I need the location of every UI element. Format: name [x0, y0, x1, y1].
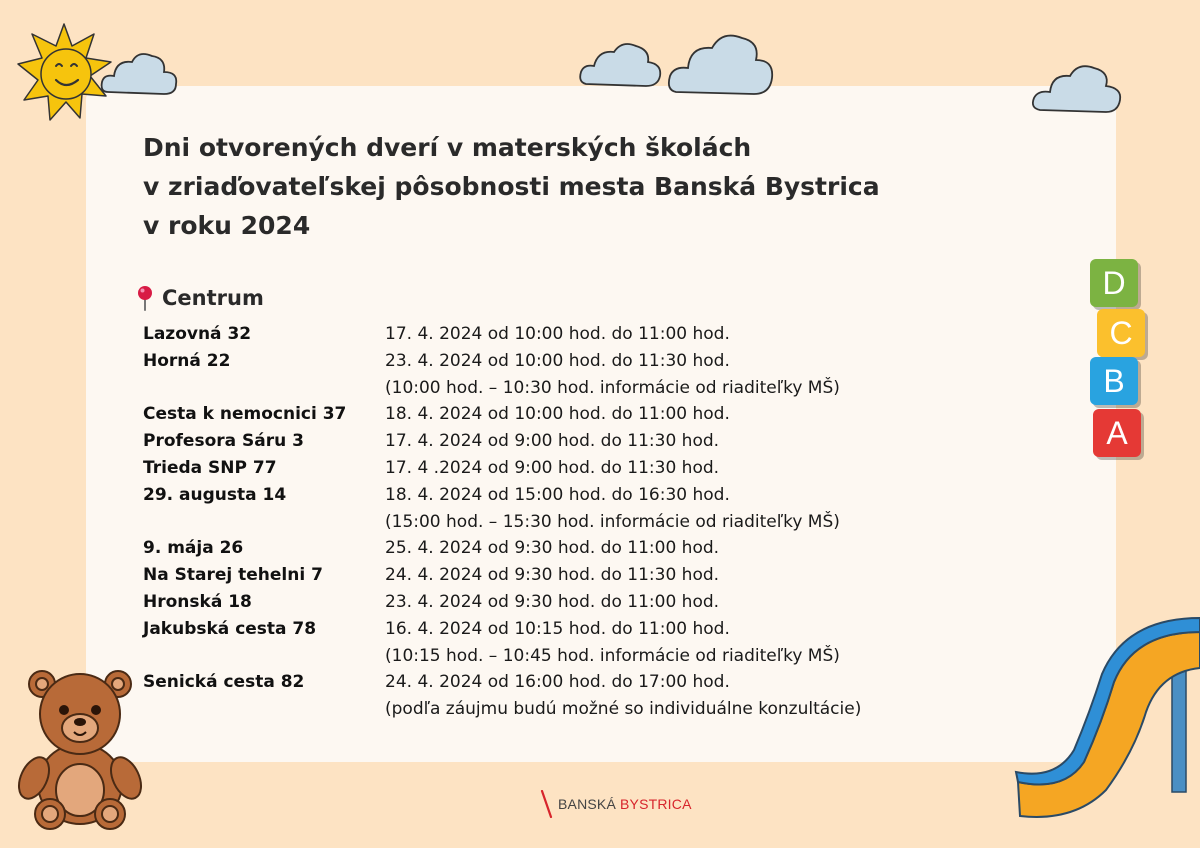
kindergarten-address: Profesora Sáru 3 [143, 431, 304, 452]
open-day-time: 25. 4. 2024 od 9:30 hod. do 11:00 hod. [385, 538, 720, 559]
kindergarten-address: 29. augusta 14 [143, 484, 287, 505]
pin-icon [134, 285, 156, 311]
open-day-time: 16. 4. 2024 od 10:15 hod. do 11:00 hod. [385, 618, 730, 639]
schedule-row [143, 482, 943, 536]
open-day-details [385, 482, 840, 536]
open-day-details [385, 321, 730, 348]
open-day-note: (10:00 hod. – 10:30 hod. informácie od riaditeľky MŠ) [385, 377, 840, 398]
open-day-time: 17. 4. 2024 od 9:00 hod. do 11:30 hod. [385, 431, 720, 452]
schedule-row [143, 669, 943, 723]
section-heading [134, 283, 264, 313]
open-day-details [385, 616, 840, 670]
open-day-details [385, 535, 719, 562]
logo-text-banska: BANSKÁ [558, 796, 616, 812]
open-day-note: (15:00 hod. – 15:30 hod. informácie od riaditeľky MŠ) [385, 511, 840, 532]
page-title [143, 128, 880, 245]
kindergarten-address: Horná 22 [143, 350, 231, 371]
kindergarten-address: Senická cesta 82 [143, 672, 305, 693]
schedule-row [143, 589, 943, 616]
open-day-time: 24. 4. 2024 od 9:30 hod. do 11:30 hod. [385, 565, 720, 586]
open-day-details [385, 428, 719, 455]
logo-text-bystrica: BYSTRICA [620, 796, 692, 812]
kindergarten-address: 9. mája 26 [143, 538, 244, 559]
letter-block-d: D [1090, 259, 1138, 307]
open-day-time: 23. 4. 2024 od 9:30 hod. do 11:00 hod. [385, 591, 720, 612]
open-day-note: (podľa záujmu budú možné so individuálne konzultácie) [385, 699, 862, 720]
schedule-row [143, 428, 943, 455]
letter-block-b: B [1090, 357, 1138, 405]
schedule-row [143, 348, 943, 402]
letter-block-a: A [1093, 409, 1141, 457]
sun-icon [14, 22, 114, 122]
schedule-list [143, 321, 943, 723]
open-day-time: 17. 4 .2024 od 9:00 hod. do 11:30 hod. [385, 457, 720, 478]
cloud-icon [578, 40, 664, 90]
kindergarten-address: Lazovná 32 [143, 324, 252, 344]
open-day-details [385, 348, 840, 402]
open-day-time: 24. 4. 2024 od 16:00 hod. do 17:00 hod. [385, 672, 730, 693]
letter-block-c: C [1097, 309, 1145, 357]
schedule-row [143, 562, 943, 589]
teddy-bear-icon [14, 662, 146, 830]
open-day-details [385, 669, 861, 723]
open-day-details [385, 562, 719, 589]
section-label: Centrum [162, 286, 264, 310]
title-line: v roku 2024 [143, 211, 311, 240]
open-day-time: 17. 4. 2024 od 10:00 hod. do 11:00 hod. [385, 324, 730, 344]
schedule-row [143, 616, 943, 670]
kindergarten-address: Cesta k nemocnici 37 [143, 404, 347, 425]
open-day-details [385, 455, 719, 482]
kindergarten-address: Jakubská cesta 78 [143, 618, 317, 639]
open-day-time: 18. 4. 2024 od 15:00 hod. do 16:30 hod. [385, 484, 730, 505]
title-line: Dni otvorených dverí v materských školách [143, 133, 752, 162]
schedule-row [143, 401, 943, 428]
kindergarten-address: Na Starej tehelni 7 [143, 565, 323, 586]
logo-mark-icon [540, 790, 554, 818]
city-logo [540, 790, 692, 818]
kindergarten-address: Trieda SNP 77 [143, 457, 277, 478]
cloud-icon [1030, 58, 1126, 116]
cloud-icon [666, 30, 778, 98]
cloud-icon [100, 48, 180, 100]
open-day-details [385, 401, 730, 428]
title-line: v zriaďovateľskej pôsobnosti mesta Banská Bystrica [143, 172, 880, 201]
open-day-details [385, 589, 719, 616]
slide-icon [1014, 612, 1200, 822]
kindergarten-address: Hronská 18 [143, 591, 252, 612]
schedule-row [143, 535, 943, 562]
open-day-time: 18. 4. 2024 od 10:00 hod. do 11:00 hod. [385, 404, 730, 425]
open-day-note: (10:15 hod. – 10:45 hod. informácie od riaditeľky MŠ) [385, 645, 840, 666]
schedule-row [143, 321, 943, 348]
schedule-row [143, 455, 943, 482]
open-day-time: 23. 4. 2024 od 10:00 hod. do 11:30 hod. [385, 350, 730, 371]
